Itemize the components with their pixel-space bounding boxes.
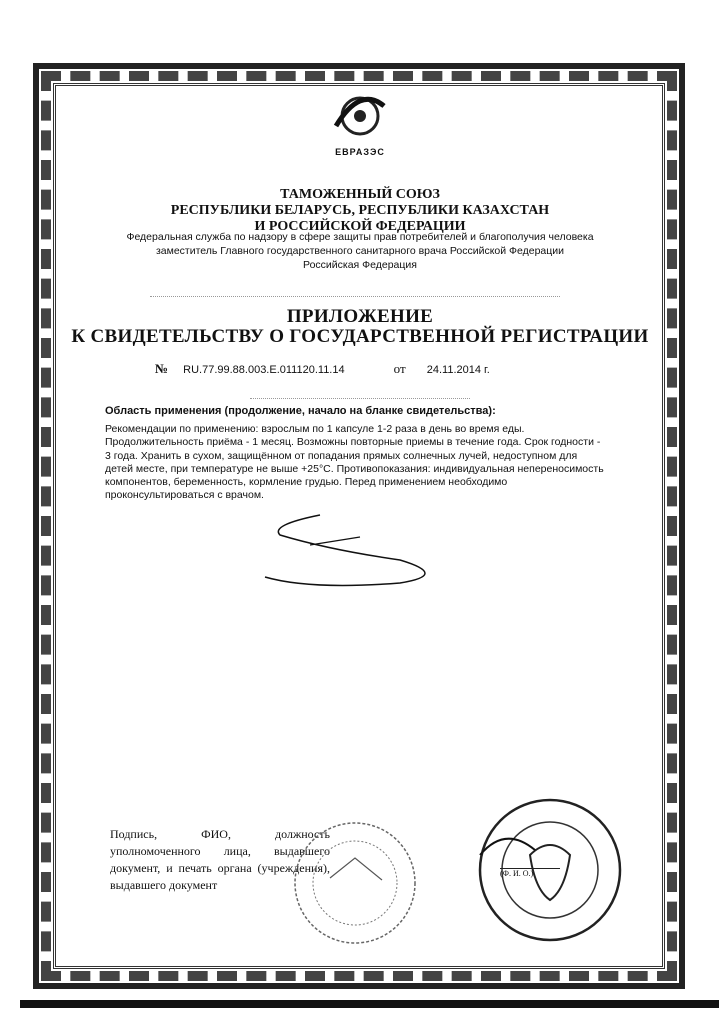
header-country: Российская Федерация	[303, 259, 417, 271]
registration-line	[155, 361, 490, 377]
eurasec-logo	[322, 86, 398, 158]
header-line-3: И РОССИЙСКОЙ ФЕДЕРАЦИИ	[254, 219, 466, 234]
header-line-1: ТАМОЖЕННЫЙ СОЮЗ	[280, 187, 440, 202]
number-label: №	[155, 361, 169, 376]
header-line-2: РЕСПУБЛИКИ БЕЛАРУСЬ, РЕСПУБЛИКИ КАЗАХСТАН	[170, 203, 550, 218]
header-position: заместитель Главного государственного санитарного врача Российской Федерации	[155, 245, 565, 257]
handwritten-signature	[250, 505, 450, 595]
content-text: Рекомендации по применению: взрослым по 1 капсуле 1-2 раза в день во время еды. Продолжительность приёма - 1 месяц. Возможны повторные приемы в течение года. Срок годности - 3 года. Хранить в сухом, защищённом от попадания прямых солнечных лучей, недоступном для детей месте, при температуре не выше +25°С. Противопоказания: индивидуальная непереносимость компонентов, беременность, кормление грудью. Перед применением необходимо проконсультироваться с врачом.	[105, 423, 604, 502]
divider	[250, 398, 470, 399]
title-line-1: ПРИЛОЖЕНИЕ	[286, 306, 434, 327]
registration-number: RU.77.99.88.003.E.011120.11.14	[183, 364, 345, 376]
logo-text: ЕВРАЗЭС	[335, 147, 385, 157]
signature-caption: Подпись, ФИО, должность уполномоченного лица, выдавшего документ, и печать органа (учреждения), выдавшего документ	[110, 827, 330, 892]
content-heading: Область применения (продолжение, начало на бланке свидетельства):	[105, 405, 496, 417]
registration-date: 24.11.2014 г.	[426, 364, 490, 376]
scan-edge-bar	[20, 1000, 719, 1008]
title-line-2: К СВИДЕТЕЛЬСТВУ О ГОСУДАРСТВЕННОЙ РЕГИСТРАЦИИ	[71, 326, 649, 347]
fio-label: (Ф. И. О.)	[500, 868, 560, 878]
official-stamp-left	[290, 818, 420, 948]
divider	[150, 296, 560, 297]
header-agency: Федеральная служба по надзору в сфере защиты прав потребителей и благополучия человека	[126, 231, 594, 243]
date-label: от	[393, 361, 406, 376]
